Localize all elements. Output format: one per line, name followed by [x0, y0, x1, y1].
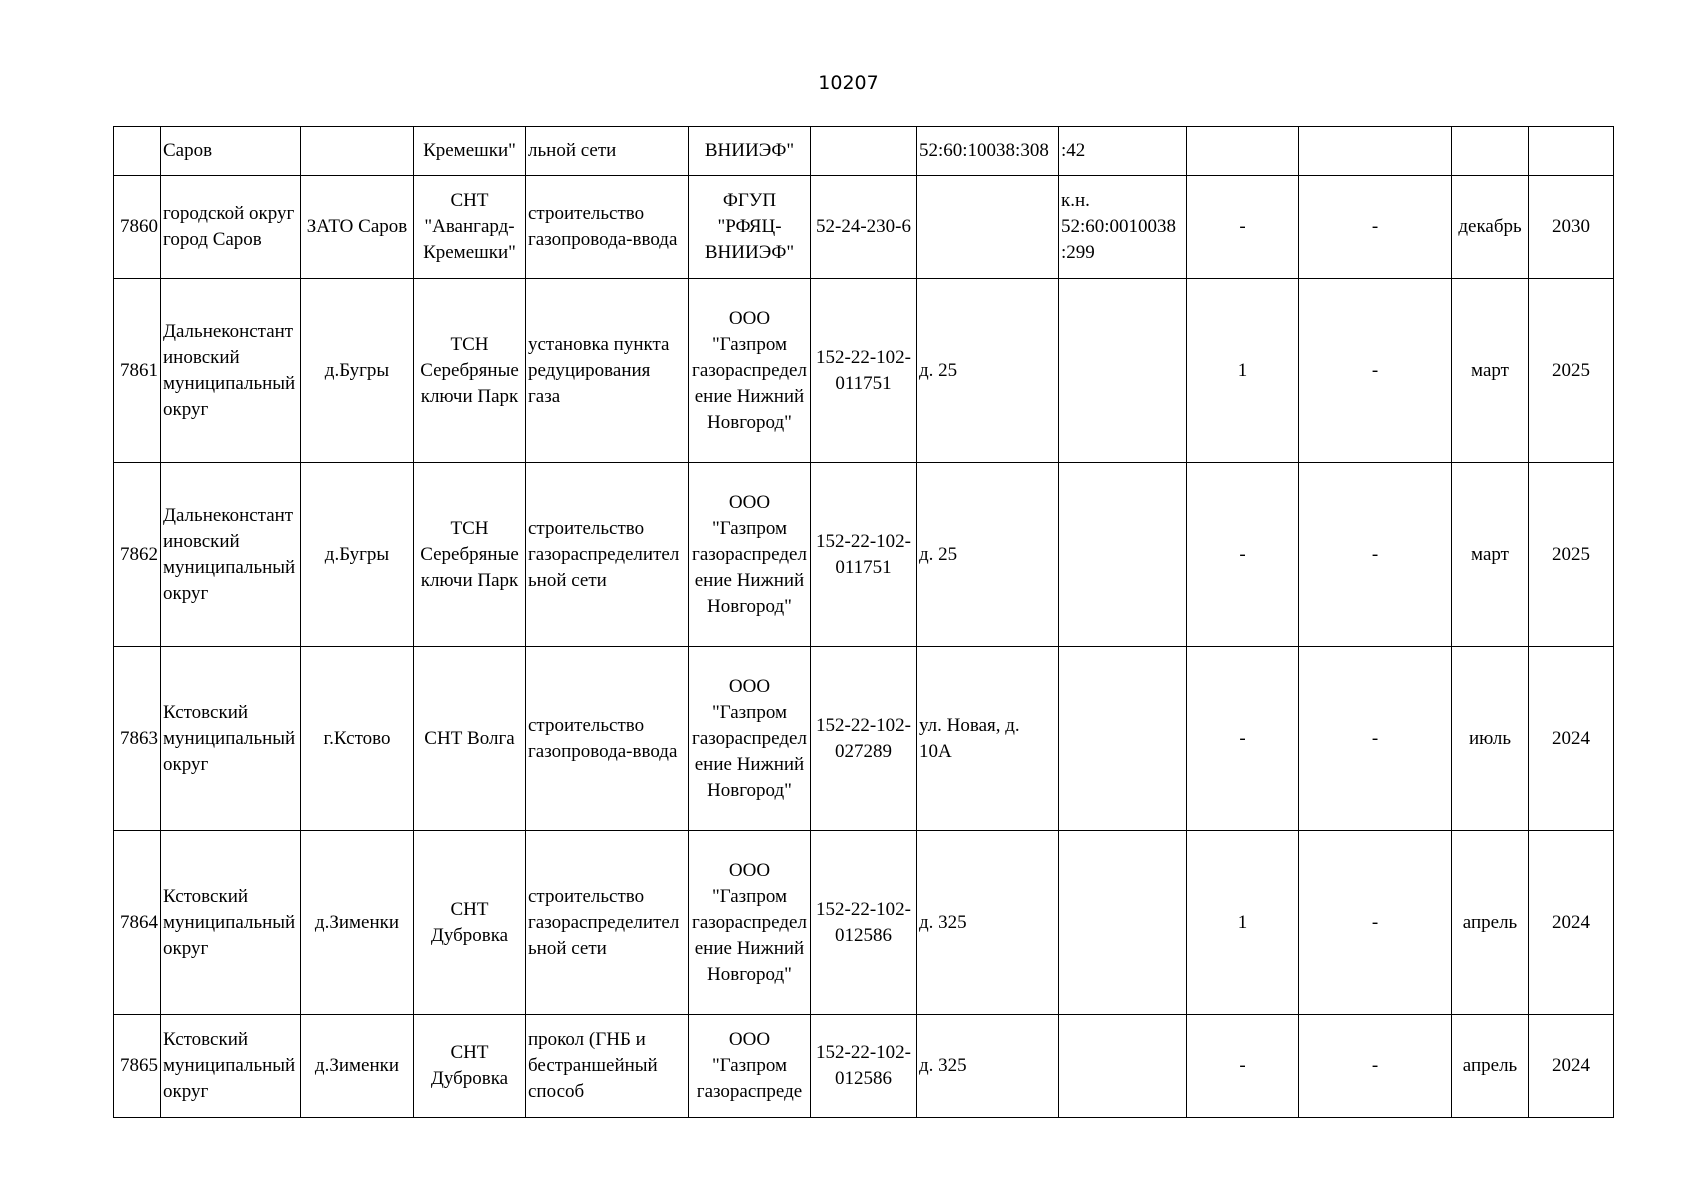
quantity-cell: - [1187, 176, 1299, 279]
organization-cell: ООО "Газпром газораспреде [689, 1015, 811, 1118]
settlement-cell: г.Кстово [301, 647, 414, 831]
cadastral-cell [1059, 831, 1187, 1015]
contract-number-cell: 152-22-102-011751 [811, 279, 917, 463]
month-cell: декабрь [1452, 176, 1529, 279]
organization-cell: ООО "Газпром газораспределение Нижний Новгород" [689, 279, 811, 463]
value-cell: - [1299, 831, 1452, 1015]
work-type-cell: установка пункта редуцирования газа [526, 279, 689, 463]
row-number: 7860 [114, 176, 161, 279]
quantity-cell: 1 [1187, 831, 1299, 1015]
year-cell: 2024 [1529, 647, 1614, 831]
organization-cell: ООО "Газпром газораспределение Нижний Новгород" [689, 463, 811, 647]
settlement-cell: д.Бугры [301, 279, 414, 463]
cadastral-cell [1059, 1015, 1187, 1118]
cadastral-cell [1059, 463, 1187, 647]
municipality-cell: Саров [161, 127, 301, 176]
association-cell: СНТ Дубровка [414, 831, 526, 1015]
table-row [114, 463, 1614, 647]
row-number: 7865 [114, 1015, 161, 1118]
organization-cell: ООО "Газпром газораспределение Нижний Новгород" [689, 647, 811, 831]
year-cell: 2024 [1529, 1015, 1614, 1118]
table-row [114, 127, 1614, 176]
page-number: 10207 [818, 72, 879, 94]
value-cell: - [1299, 1015, 1452, 1118]
address-cell: д. 25 [917, 279, 1059, 463]
month-cell: апрель [1452, 1015, 1529, 1118]
row-number: 7862 [114, 463, 161, 647]
association-cell: ТСН Серебряные ключи Парк [414, 279, 526, 463]
year-cell: 2030 [1529, 176, 1614, 279]
settlement-cell [301, 127, 414, 176]
municipality-cell: Дальнеконстантиновский муниципальный округ [161, 279, 301, 463]
municipality-cell: городской округ город Саров [161, 176, 301, 279]
value-cell: - [1299, 463, 1452, 647]
row-number [114, 127, 161, 176]
year-cell [1529, 127, 1614, 176]
address-cell: ул. Новая, д. 10А [917, 647, 1059, 831]
address-cell: 52:60:10038:308 [917, 127, 1059, 176]
work-type-cell: прокол (ГНБ и бестраншейный способ [526, 1015, 689, 1118]
municipality-cell: Дальнеконстантиновский муниципальный округ [161, 463, 301, 647]
association-cell: Кремешки" [414, 127, 526, 176]
year-cell: 2024 [1529, 831, 1614, 1015]
month-cell: июль [1452, 647, 1529, 831]
quantity-cell: - [1187, 647, 1299, 831]
table-row [114, 831, 1614, 1015]
cadastral-cell [1059, 647, 1187, 831]
contract-number-cell: 152-22-102-012586 [811, 1015, 917, 1118]
organization-cell: ООО "Газпром газораспределение Нижний Новгород" [689, 831, 811, 1015]
municipality-cell: Кстовский муниципальный округ [161, 647, 301, 831]
settlement-cell: ЗАТО Саров [301, 176, 414, 279]
quantity-cell: - [1187, 1015, 1299, 1118]
year-cell: 2025 [1529, 463, 1614, 647]
association-cell: ТСН Серебряные ключи Парк [414, 463, 526, 647]
table-row [114, 279, 1614, 463]
value-cell: - [1299, 647, 1452, 831]
month-cell: апрель [1452, 831, 1529, 1015]
year-cell: 2025 [1529, 279, 1614, 463]
month-cell: март [1452, 463, 1529, 647]
settlement-cell: д.Зименки [301, 831, 414, 1015]
cadastral-cell: :42 [1059, 127, 1187, 176]
quantity-cell [1187, 127, 1299, 176]
contract-number-cell: 152-22-102-027289 [811, 647, 917, 831]
month-cell [1452, 127, 1529, 176]
row-number: 7863 [114, 647, 161, 831]
table-row [114, 176, 1614, 279]
row-number: 7864 [114, 831, 161, 1015]
municipality-cell: Кстовский муниципальный округ [161, 1015, 301, 1118]
month-cell: март [1452, 279, 1529, 463]
work-type-cell: строительство газопровода-ввода [526, 176, 689, 279]
association-cell: СНТ Дубровка [414, 1015, 526, 1118]
table-row [114, 647, 1614, 831]
cadastral-cell: к.н. 52:60:0010038 :299 [1059, 176, 1187, 279]
address-cell: д. 325 [917, 831, 1059, 1015]
value-cell: - [1299, 279, 1452, 463]
value-cell [1299, 127, 1452, 176]
gas-connection-table [113, 126, 1614, 1118]
contract-number-cell: 52-24-230-6 [811, 176, 917, 279]
contract-number-cell [811, 127, 917, 176]
municipality-cell: Кстовский муниципальный округ [161, 831, 301, 1015]
cadastral-cell [1059, 279, 1187, 463]
association-cell: СНТ "Авангард-Кремешки" [414, 176, 526, 279]
organization-cell: ФГУП "РФЯЦ-ВНИИЭФ" [689, 176, 811, 279]
work-type-cell: строительство газораспределительной сети [526, 831, 689, 1015]
address-cell [917, 176, 1059, 279]
quantity-cell: 1 [1187, 279, 1299, 463]
settlement-cell: д.Бугры [301, 463, 414, 647]
association-cell: СНТ Волга [414, 647, 526, 831]
row-number: 7861 [114, 279, 161, 463]
address-cell: д. 325 [917, 1015, 1059, 1118]
work-type-cell: строительство газопровода-ввода [526, 647, 689, 831]
work-type-cell: льной сети [526, 127, 689, 176]
quantity-cell: - [1187, 463, 1299, 647]
work-type-cell: строительство газораспределительной сети [526, 463, 689, 647]
contract-number-cell: 152-22-102-011751 [811, 463, 917, 647]
value-cell: - [1299, 176, 1452, 279]
organization-cell: ВНИИЭФ" [689, 127, 811, 176]
contract-number-cell: 152-22-102-012586 [811, 831, 917, 1015]
table-row [114, 1015, 1614, 1118]
address-cell: д. 25 [917, 463, 1059, 647]
settlement-cell: д.Зименки [301, 1015, 414, 1118]
